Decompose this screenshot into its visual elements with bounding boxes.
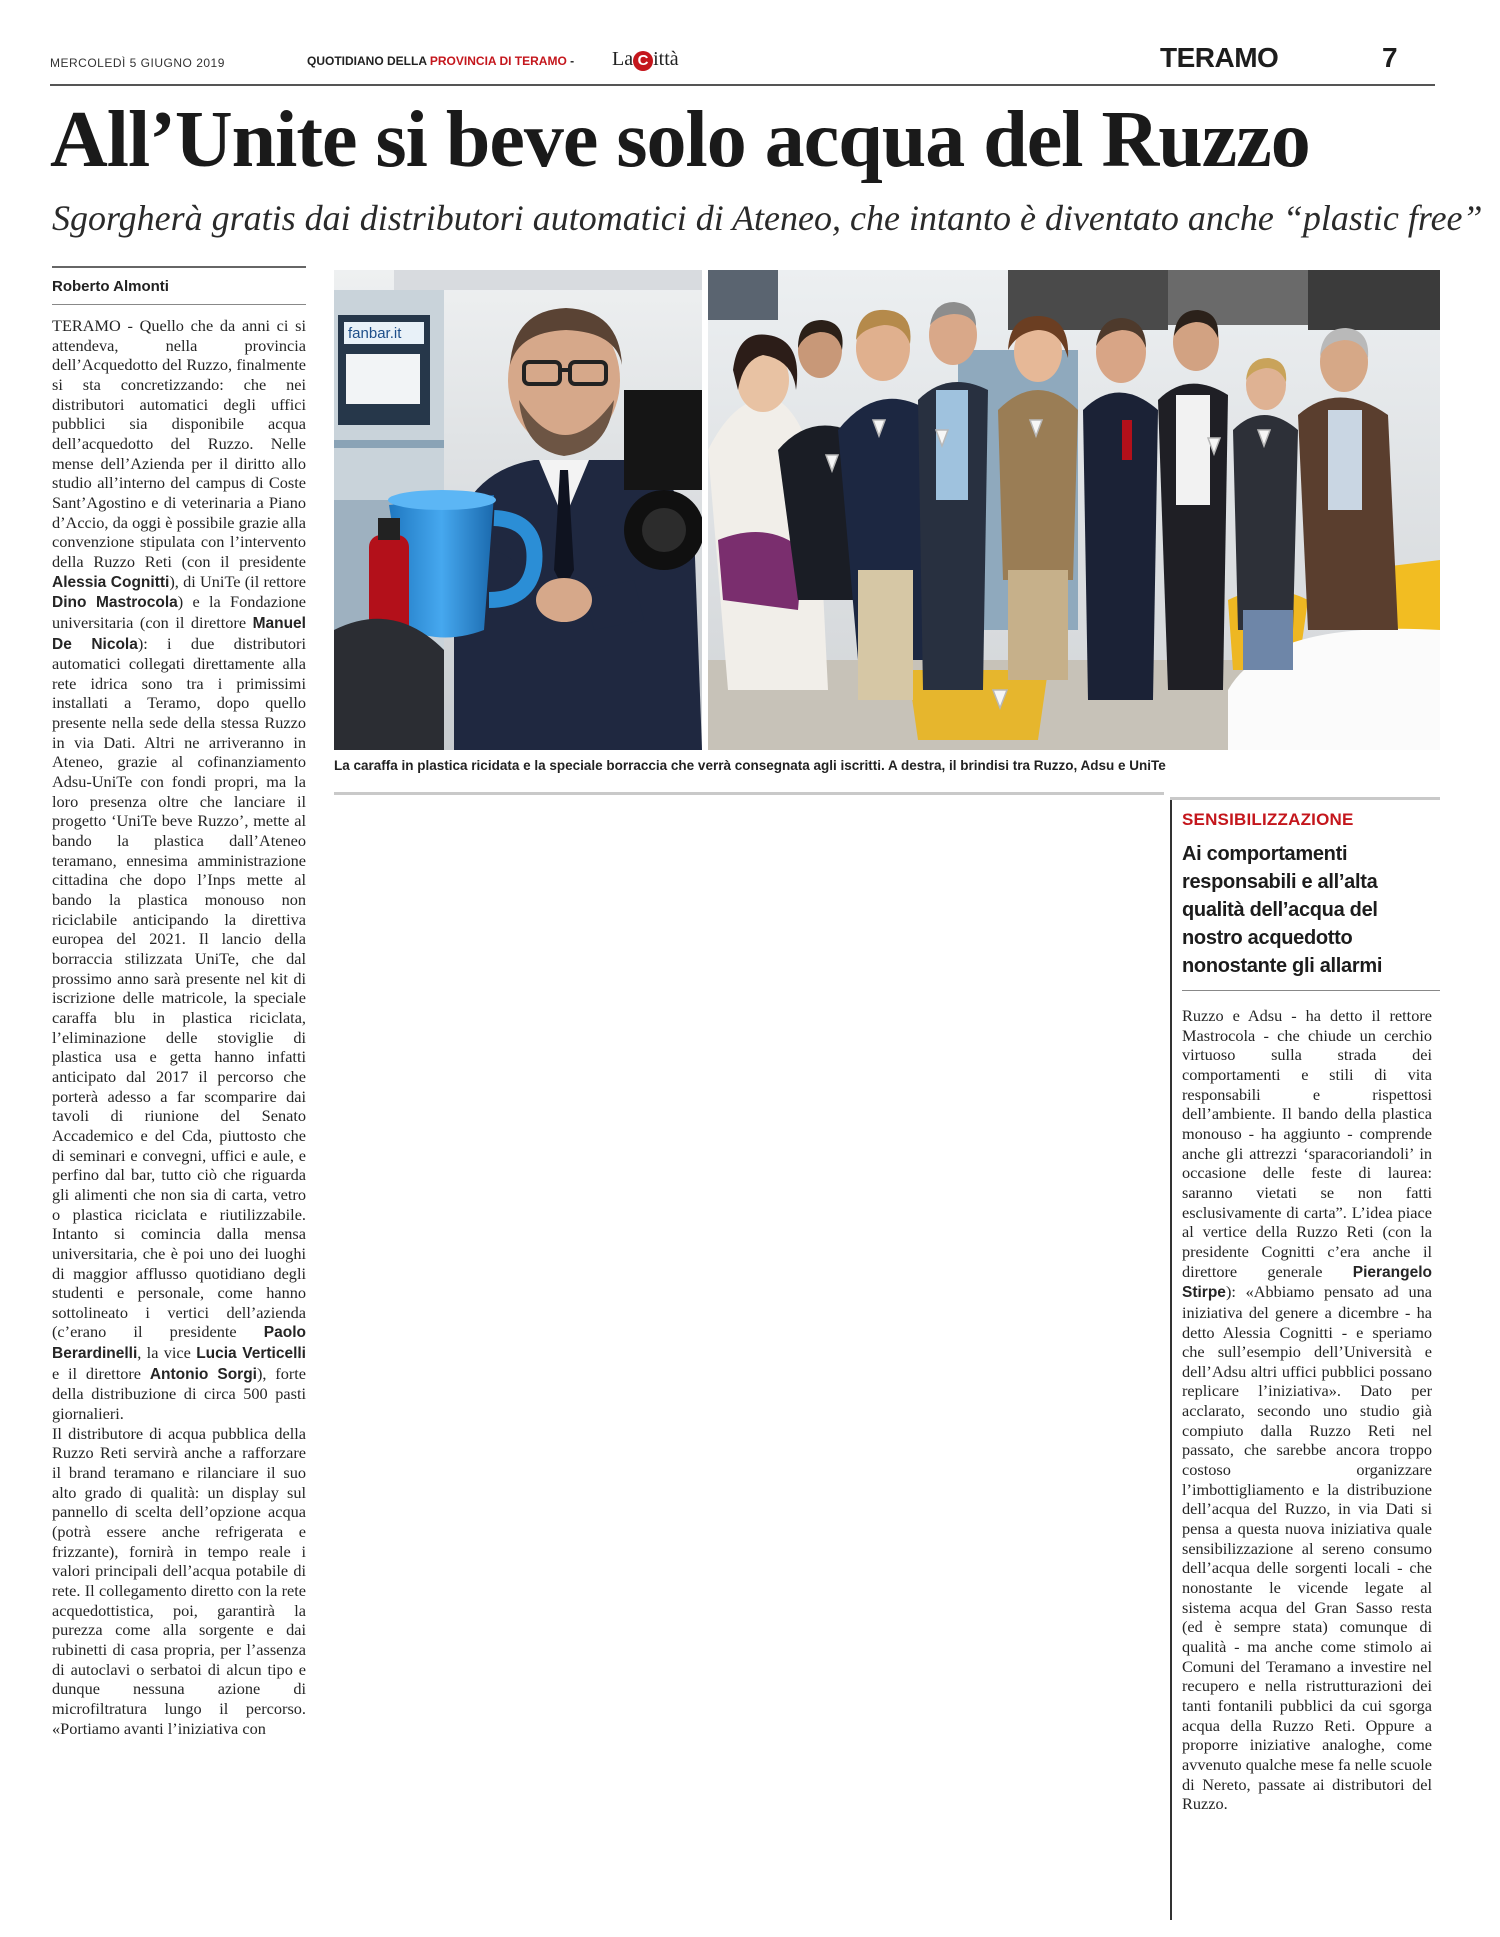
text-run: ) e la Fondazione universitaria (con il direttore — [52, 592, 306, 632]
paper-tagline — [307, 54, 574, 68]
sign-text: fanbar.it — [348, 325, 402, 342]
person-name: Dino Mastrocola — [52, 594, 178, 612]
article-byline: Roberto Almonti — [52, 278, 169, 295]
byline-divider-top — [52, 266, 306, 268]
article-body-column — [52, 316, 306, 1916]
photo-pitcher-illustration — [334, 270, 702, 750]
photo-toast-illustration — [708, 270, 1440, 750]
person-name: Pierangelo Stirpe — [1182, 1263, 1432, 1302]
article-headline: All’Unite si beve solo acqua del Ruzzo — [50, 96, 1310, 184]
section-name: TERAMO — [1160, 42, 1279, 73]
photo-toast-group — [708, 270, 1440, 750]
text-run: e il direttore — [52, 1363, 150, 1383]
text-run: ), di UniTe (il rettore — [169, 571, 306, 591]
article-body-text — [52, 316, 306, 1738]
photo-pitcher — [334, 270, 702, 750]
mid-divider — [334, 792, 1164, 795]
tagline-dash: - — [566, 54, 575, 68]
logo-suffix: ittà — [653, 48, 679, 70]
person-name: Alessia Cognitti — [52, 573, 170, 591]
text-run: ): «Abbiamo pensato ad una iniziativa del genere a dicembre - ha detto Alessia Cognitti - e speriamo che sull’esempio dell’Università e dell’Adsu altri uffici pubblici possano replicare l’iniziativa». Dato per acclarato, secondo uno studio già compiuto dalla Ruzzo Reti nel passato, che sarebbe ancora troppo costoso organizzare l’imbottigliamento e la distribuzione dell’acqua del Ruzzo, in via Dati si pensa a questa nuova iniziativa quale sensibilizzazione al sereno consumo dell’acqua delle sorgenti locali - che nonostante le vicende legate al sistema acqua del Gran Sasso resta (ed è sempre stata) comunque di qualità - ma anche come stimolo ai Comuni del Teramano a investire nel recupero e nella ristrutturazioni dei tanti fontanili pubblici da cui sgorga acqua della Ruzzo Reti. Oppure a proporre iniziative analoghe, come avvenuto qualche mese fa nelle scuole di Nereto, passate ai distributori del Ruzzo. — [1182, 1282, 1432, 1814]
photo-caption: La caraffa in plastica ricidata e la speciale borraccia che verrà consegnata agli iscritti. A destra, il brindisi tra Ruzzo, Adsu e UniTe — [334, 758, 1166, 773]
text-run: ): i due distributori automatici collegati direttamente alla rete idrica sono tra i primissimi installati a Teramo, dopo quello presente nella sede della stessa Ruzzo in via Dati. Altri ne arriveranno in Ateneo, grazie al cofinanziamento Adsu-UniTe con fondi propri, ma la loro presenza oltre che lanciare il progetto ‘UniTe beve Ruzzo’, mette al bando la plastica dall’Ateneo teramano, ennesima amministrazione cittadina che dopo l’Inps mette al bando la plastica monouso non riciclabile anticipando la direttiva europea del 2021. Il lancio della borraccia stilizzata UniTe, che dal prossimo anno sarà presente nel kit di iscrizione delle matricole, la speciale caraffa blu in plastica riciclata, l’eliminazione delle stoviglie di plastica usa e getta hanno infatti anticipato dal 2017 il percorso che porterà adesso a far scomparire dai tavoli di riunione del Senato Accademico e del Cda, piuttosto che di seminari e convegni, uffici e aule, e perfino dal bar, tutto ciò che riguarda gli alimenti che non sia di carta, vetro o plastica riciclata e riutilizzabile. Intanto si comincia dalla mensa universitaria, che è poi uno dei luoghi di maggior afflusso quotidiano degli studenti e personale, come hanno sottolineato i vertici dell’azienda (c’erano il presidente — [52, 633, 306, 1342]
person-name: Paolo Berardinelli — [52, 1324, 306, 1363]
text-run: TERAMO - Quello che da anni ci si attendeva, nella provincia dell’Acquedotto del Ruzzo, finalmente si sta concretizzando: che nei distributori automatici degli uffici pubblici sia disponibile acqua dell’acquedotto del Ruzzo. Nelle mense dell’Azienda per il diritto allo studio all’interno del campus di Coste Sant’Agostino e di veterinaria a Piano d’Accio, da oggi è possibile grazie alla convenzione stipulata con l’intervento della Ruzzo Reti (con il presidente — [52, 316, 306, 571]
text-run: , la vice — [137, 1343, 197, 1363]
sidebar-body-text — [1182, 1006, 1432, 1814]
logo-mark: C — [633, 51, 653, 71]
sidebar-headline-rule — [1182, 990, 1440, 991]
sidebar-vertical-rule — [1170, 800, 1172, 1920]
logo-prefix: La — [612, 48, 634, 70]
sidebar-kicker: SENSIBILIZZAZIONE — [1182, 810, 1354, 829]
text-run: ), forte della distribuzione di circa 500 pasti giornalieri. — [52, 1363, 306, 1424]
running-header — [50, 38, 1435, 82]
tagline-prefix: QUOTIDIANO DELLA — [307, 54, 430, 68]
person-name: Antonio Sorgi — [149, 1365, 257, 1383]
person-name: Manuel De Nicola — [52, 614, 306, 653]
sidebar-headline: Ai comportamenti responsabili e all’alta qualità dell’acqua del nostro acquedotto nonostante gli allarmi — [1182, 843, 1383, 977]
text-run: Il distributore di acqua pubblica della Ruzzo Reti servirà anche a rafforzare il brand teramano e rilanciare il suo alto grado di qualità: un display sul pannello di scelta dell’opzione acqua (potrà essere anche refrigerata e frizzante), fornirà in tempo reale i valori principali dell’acqua potabile di rete. Il collegamento diretto con la rete acquedottistica, poi, garantirà la purezza come alla sorgente e dai rubinetti di casa propria, per l’assenza di autoclavi o serbatoi di alcun tipo e dunque nessuna azione di microfiltratura lungo il percorso. «Portiamo avanti l’iniziativa con — [52, 1423, 306, 1738]
byline-divider-bottom — [52, 304, 306, 305]
sidebar-body-column — [1182, 1006, 1432, 1916]
paper-logo — [612, 48, 679, 71]
text-run: Ruzzo e Adsu - ha detto il rettore Mastrocola - che chiude un cerchio virtuoso sulla strada dei comportamenti e stili di vita responsabili e rispettosi dell’ambiente. Il bando della plastica monouso - ha aggiunto - comprende anche gli attrezzi ‘sparacoriandoli’ in occasione delle feste di laurea: saranno vietati se non fatti esclusivamente di carta”. L’idea piace al vertice della Ruzzo Reti (con la presidente Cognitti c’era anche il direttore generale — [1182, 1006, 1432, 1281]
sidebar-top-rule — [1170, 797, 1440, 800]
person-name: Lucia Verticelli — [196, 1345, 306, 1363]
header-divider — [50, 84, 1435, 86]
issue-date: MERCOLEDÌ 5 GIUGNO 2019 — [50, 56, 225, 70]
article-subheadline: Sgorgherà gratis dai distributori automatici di Ateneo, che intanto è diventato anche “plastic free” — [52, 198, 1483, 238]
page-number: 7 — [1382, 42, 1398, 73]
tagline-province: PROVINCIA DI TERAMO — [429, 54, 567, 68]
